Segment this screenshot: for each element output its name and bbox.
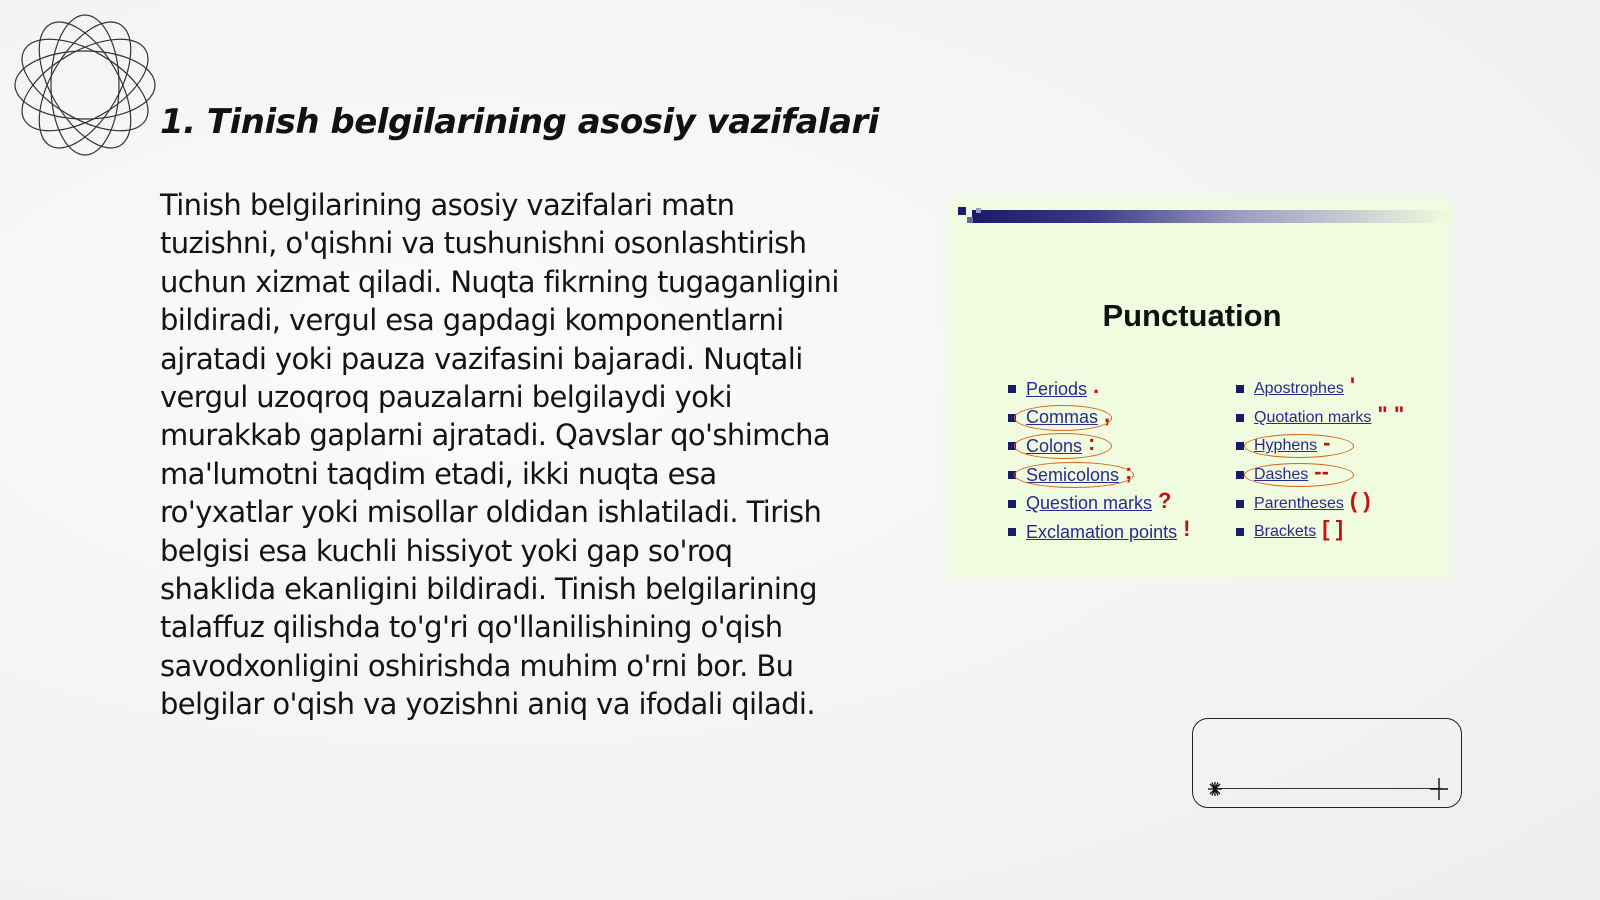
punctuation-label: Periods (1026, 378, 1088, 399)
punctuation-mark: , (1104, 401, 1111, 427)
square-bullet-icon (1008, 385, 1016, 393)
list-item (1008, 518, 1190, 547)
decorative-rounded-box (1192, 718, 1462, 808)
punctuation-label: Apostrophes (1254, 380, 1344, 398)
list-item (1236, 461, 1404, 490)
card-header-bar (972, 210, 1452, 223)
divider (1213, 788, 1441, 789)
punctuation-mark: [ ] (1322, 516, 1344, 542)
list-item (1008, 375, 1190, 404)
square-bullet-icon (1008, 528, 1016, 536)
square-bullet-icon (1236, 500, 1244, 508)
slide-paragraph: Tinish belgilarining asosiy vazifalari matn tuzishni, o'qishni va tushunishni osonlashtirish uchun xizmat qiladi. Nuqta fikrning tugaganligini bildiradi, vergul esa gapdagi komponentlarni ajratadi yoki pauza vazifasini bajaradi. Nuqtali vergul uzoqroq pauzalarni belgilaydi yoki murakkab gaplarni ajratadi. Qavslar qo'shimcha ma'lumotni taqdim etadi, ikki nuqta esa ro'yxatlar yoki misollar oldidan ishlatiladi. Tirish belgisi esa kuchli hissiyot yoki gap so'roq shaklida ekanligini bildiradi. Tinish belgilarining talaffuz qilishda to'g'ri qo'llanilishining o'qish savodxonligini oshirishda muhim o'rni bor. Bu belgilar o'qish va yozishni aniq va ifodali qiladi. (160, 188, 839, 722)
punctuation-label: Hyphens (1254, 437, 1318, 455)
list-item (1236, 401, 1405, 433)
crosshair-icon (1430, 778, 1448, 800)
slide-title: 1. Tinish belgilarining asosiy vazifalari (160, 102, 879, 142)
punctuation-label: Brackets (1254, 523, 1317, 541)
card-corner-square (967, 217, 973, 223)
circular-line-ornament-icon (10, 10, 160, 160)
punctuation-list-right (1236, 375, 1404, 547)
punctuation-mark: ( ) (1349, 487, 1371, 513)
punctuation-mark: ' (1349, 373, 1356, 399)
list-item (1008, 401, 1190, 433)
list-item (1008, 461, 1190, 490)
card-corner-square (958, 207, 966, 215)
list-item (1236, 489, 1404, 518)
square-bullet-icon (1236, 414, 1244, 422)
square-bullet-icon (1008, 500, 1016, 508)
list-item (1008, 432, 1190, 461)
starburst-icon (1207, 781, 1223, 797)
punctuation-label: Parentheses (1254, 494, 1344, 512)
punctuation-label: Commas (1026, 407, 1099, 428)
list-item (1008, 489, 1190, 518)
punctuation-mark: " " (1377, 401, 1405, 427)
square-bullet-icon (1236, 528, 1244, 536)
square-bullet-icon (1236, 385, 1244, 393)
square-bullet-icon (1008, 442, 1016, 450)
punctuation-image (950, 200, 1450, 578)
punctuation-mark: ! (1183, 516, 1191, 542)
punctuation-mark: : (1088, 430, 1096, 456)
punctuation-mark: ; (1125, 459, 1133, 485)
card-corner-square (976, 208, 981, 213)
punctuation-mark: - (1323, 430, 1331, 456)
list-item (1236, 432, 1404, 461)
list-item (1236, 518, 1404, 547)
square-bullet-icon (1236, 442, 1244, 450)
punctuation-mark: ? (1158, 487, 1172, 513)
square-bullet-icon (1236, 471, 1244, 479)
punctuation-label: Exclamation points (1026, 521, 1178, 542)
list-item (1236, 375, 1404, 404)
square-bullet-icon (1008, 414, 1016, 422)
punctuation-label: Question marks (1026, 493, 1153, 514)
punctuation-list-left (1008, 375, 1190, 547)
punctuation-label: Colons (1026, 435, 1083, 456)
punctuation-mark: . (1093, 373, 1100, 399)
punctuation-label: Quotation marks (1254, 408, 1372, 426)
card-title: Punctuation (1102, 298, 1282, 333)
punctuation-mark: -- (1314, 459, 1329, 485)
punctuation-label: Semicolons (1026, 464, 1120, 485)
punctuation-label: Dashes (1254, 466, 1309, 484)
square-bullet-icon (1008, 471, 1016, 479)
